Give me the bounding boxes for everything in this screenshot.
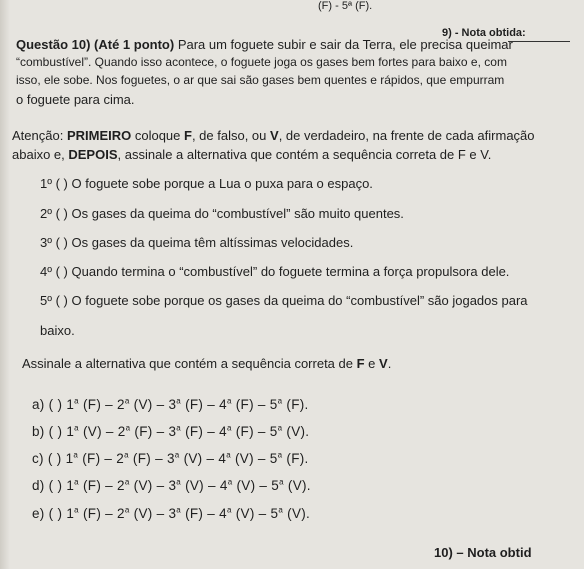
option-a[interactable] (32, 397, 309, 412)
option-mark: 5$^a$ (V). (269, 423, 310, 439)
option-mark: 4$^a$ (V) – (219, 477, 272, 493)
option-letter: e) (32, 506, 49, 521)
option-mark: 3$^a$ (F) – (168, 505, 220, 521)
option-mark: 3$^a$ (V) – (166, 450, 219, 466)
option-mark: 3$^a$ (V) – (168, 477, 220, 493)
option-mark: 5$^a$ (F). (269, 396, 309, 412)
page-fold-shadow (0, 0, 10, 569)
answer-blank-1[interactable]: ( ) (55, 176, 68, 191)
option-mark: 5$^a$ (F). (269, 450, 309, 466)
question-line-3: isso, ele sobe. Nos foguetes, o ar que sai são gases bem quentes e rápidos, que empurram (16, 73, 505, 87)
instruction-line-1: Atenção: PRIMEIRO coloque F, de falso, ou V, de verdadeiro, na frente de cada afirmação (12, 128, 535, 143)
options-prompt: Assinale a alternativa que contém a sequência correta de F e V. (22, 356, 392, 371)
option-mark: 1$^a$ (F) – (66, 505, 118, 521)
instruction-line-2: abaixo e, DEPOIS, assinale a alternativa que contém a sequência correta de F e V. (12, 147, 492, 162)
option-mark: 4$^a$ (F) – (219, 423, 270, 439)
option-b[interactable] (32, 424, 309, 439)
option-d[interactable] (32, 478, 311, 493)
statement-4: 4º ( ) Quando termina o “combustível” do foguete termina a força propulsora dele. (40, 264, 510, 279)
option-e[interactable] (32, 506, 310, 521)
top-fragment: (F) - 5ª (F). (318, 0, 373, 12)
statement-3: 3º ( ) Os gases da queima têm altíssimas velocidades. (40, 235, 354, 250)
option-mark: 2$^a$ (F) – (117, 423, 169, 439)
option-mark: 3$^a$ (F) – (168, 423, 220, 439)
option-mark: 2$^a$ (V) – (117, 505, 169, 521)
option-mark: 5$^a$ (V). (271, 477, 311, 493)
option-c[interactable] (32, 451, 309, 466)
option-checkbox[interactable]: ( ) (48, 424, 67, 439)
option-checkbox[interactable]: ( ) (48, 478, 67, 493)
answer-blank-4[interactable]: ( ) (55, 264, 68, 279)
option-letter: b) (32, 424, 49, 439)
option-checkbox[interactable]: ( ) (48, 506, 67, 521)
answer-blank-5[interactable]: ( ) (55, 293, 68, 308)
option-mark: 3$^a$ (F) – (168, 396, 220, 412)
option-mark: 4$^a$ (F) – (219, 396, 270, 412)
option-checkbox[interactable]: ( ) (48, 397, 67, 412)
question-line-4: o foguete para cima. (16, 92, 135, 107)
option-mark: 1$^a$ (F) – (66, 396, 118, 412)
grade-line-9 (508, 41, 570, 42)
statement-5: 5º ( ) O foguete sobe porque os gases da queima do “combustível” são jogados para (40, 293, 528, 308)
statement-2: 2º ( ) Os gases da queima do “combustível” são muito quentes. (40, 206, 404, 221)
footer-grade-label: 10) – Nota obtid (434, 545, 532, 560)
option-mark: 2$^a$ (F) – (116, 450, 167, 466)
option-mark: 1$^a$ (F) – (66, 477, 118, 493)
statement-1: 1º ( ) O foguete sobe porque a Lua o puxa para o espaço. (40, 176, 373, 191)
option-mark: 4$^a$ (V) – (218, 450, 270, 466)
option-checkbox[interactable]: ( ) (47, 451, 66, 466)
grade-label-9: 9) - Nota obtida: (442, 27, 526, 39)
question-line-1: Questão 10) (Até 1 ponto) Para um foguete subir e sair da Terra, ele precisa queimar (16, 37, 513, 52)
option-mark: 1$^a$ (V) – (66, 423, 118, 439)
option-letter: a) (32, 397, 49, 412)
option-mark: 5$^a$ (V). (270, 505, 311, 521)
answer-blank-2[interactable]: ( ) (55, 206, 68, 221)
option-letter: c) (32, 451, 48, 466)
option-mark: 1$^a$ (F) – (65, 450, 117, 466)
option-mark: 2$^a$ (V) – (117, 396, 169, 412)
statement-5-continuation: baixo. (40, 323, 75, 338)
option-mark: 4$^a$ (V) – (219, 505, 271, 521)
question-line-2: “combustível”. Quando isso acontece, o foguete joga os gases bem fortes para baixo e, com (16, 55, 507, 69)
answer-blank-3[interactable]: ( ) (55, 235, 68, 250)
option-letter: d) (32, 478, 49, 493)
option-mark: 2$^a$ (V) – (117, 477, 169, 493)
